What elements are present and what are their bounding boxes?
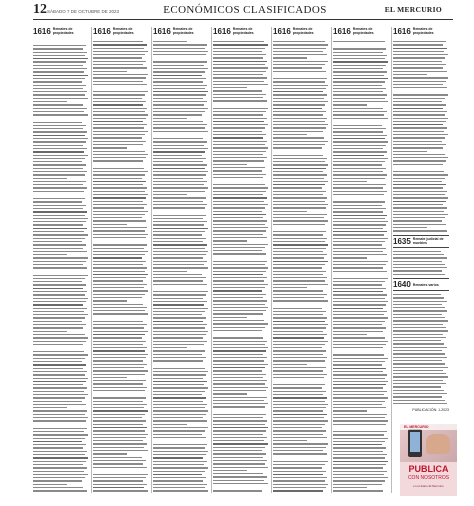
column-divider bbox=[331, 27, 332, 493]
column-code: 1616 bbox=[273, 27, 291, 36]
column-label: Remates de propiedades bbox=[52, 27, 74, 35]
page-number: 12 bbox=[33, 2, 47, 17]
column-code: 1616 bbox=[393, 27, 411, 36]
classification-header bbox=[393, 278, 449, 291]
column-divider bbox=[211, 27, 212, 493]
column-divider bbox=[271, 27, 272, 493]
classified-column bbox=[273, 27, 329, 493]
column-code: 1616 bbox=[153, 27, 171, 36]
column-header bbox=[393, 27, 449, 39]
column-header bbox=[93, 27, 149, 39]
ad-small-text: en el diario El Mercurio bbox=[413, 484, 444, 488]
column-header bbox=[273, 27, 329, 39]
listing-text-block bbox=[333, 41, 389, 493]
column-divider bbox=[391, 27, 392, 493]
hand-image bbox=[426, 434, 450, 454]
classification-code: 1635 bbox=[393, 236, 411, 246]
column-code: 1616 bbox=[213, 27, 231, 36]
classification-label: Remates varios bbox=[412, 282, 439, 287]
column-divider bbox=[151, 27, 152, 493]
listing-text-block bbox=[213, 41, 269, 493]
column-header bbox=[333, 27, 389, 39]
classified-column bbox=[213, 27, 269, 493]
classified-column bbox=[33, 27, 89, 493]
listing-text-block bbox=[393, 41, 449, 232]
column-label: Remates de propiedades bbox=[412, 27, 434, 35]
page-header bbox=[0, 0, 474, 26]
column-label: Remates de propiedades bbox=[292, 27, 314, 35]
column-label: Remates de propiedades bbox=[172, 27, 194, 35]
column-label: Remates de propiedades bbox=[112, 27, 134, 35]
listing-text-block bbox=[33, 41, 89, 493]
classifieds-columns bbox=[33, 27, 453, 493]
classification-header bbox=[393, 235, 449, 248]
column-header bbox=[153, 27, 209, 39]
listing-text-block bbox=[393, 294, 449, 404]
publication-note: PUBLICACIÓN: 1-2023 bbox=[412, 408, 449, 413]
advertisement[interactable] bbox=[400, 424, 457, 496]
classified-column bbox=[333, 27, 389, 493]
ad-photo bbox=[400, 424, 457, 462]
listing-text-block bbox=[273, 41, 329, 493]
section-title: ECONÓMICOS CLASIFICADOS bbox=[163, 4, 327, 16]
column-label: Remates de propiedades bbox=[352, 27, 374, 35]
header-rule bbox=[33, 19, 453, 20]
ad-subtitle: CON NOSOTROS bbox=[407, 475, 450, 481]
column-code: 1616 bbox=[333, 27, 351, 36]
issue-date: SÁBADO 7 DE OCTUBRE DE 2023 bbox=[47, 9, 120, 14]
column-code: 1616 bbox=[93, 27, 111, 36]
ad-brand: EL MERCURIO bbox=[404, 425, 429, 429]
newspaper-brand: EL MERCURIO bbox=[384, 5, 442, 14]
column-header bbox=[213, 27, 269, 39]
column-divider bbox=[91, 27, 92, 493]
phone-icon bbox=[408, 429, 422, 457]
ad-title: PUBLICA bbox=[408, 464, 449, 474]
classified-column bbox=[93, 27, 149, 493]
column-header bbox=[33, 27, 89, 39]
classification-code: 1640 bbox=[393, 280, 411, 289]
classification-label: Remate judicial de muebles bbox=[412, 237, 444, 246]
column-label: Remates de propiedades bbox=[232, 27, 254, 35]
listing-text-block bbox=[393, 251, 449, 275]
listing-text-block bbox=[93, 41, 149, 493]
listing-text-block bbox=[153, 41, 209, 493]
classified-column bbox=[153, 27, 209, 493]
column-code: 1616 bbox=[33, 27, 51, 36]
